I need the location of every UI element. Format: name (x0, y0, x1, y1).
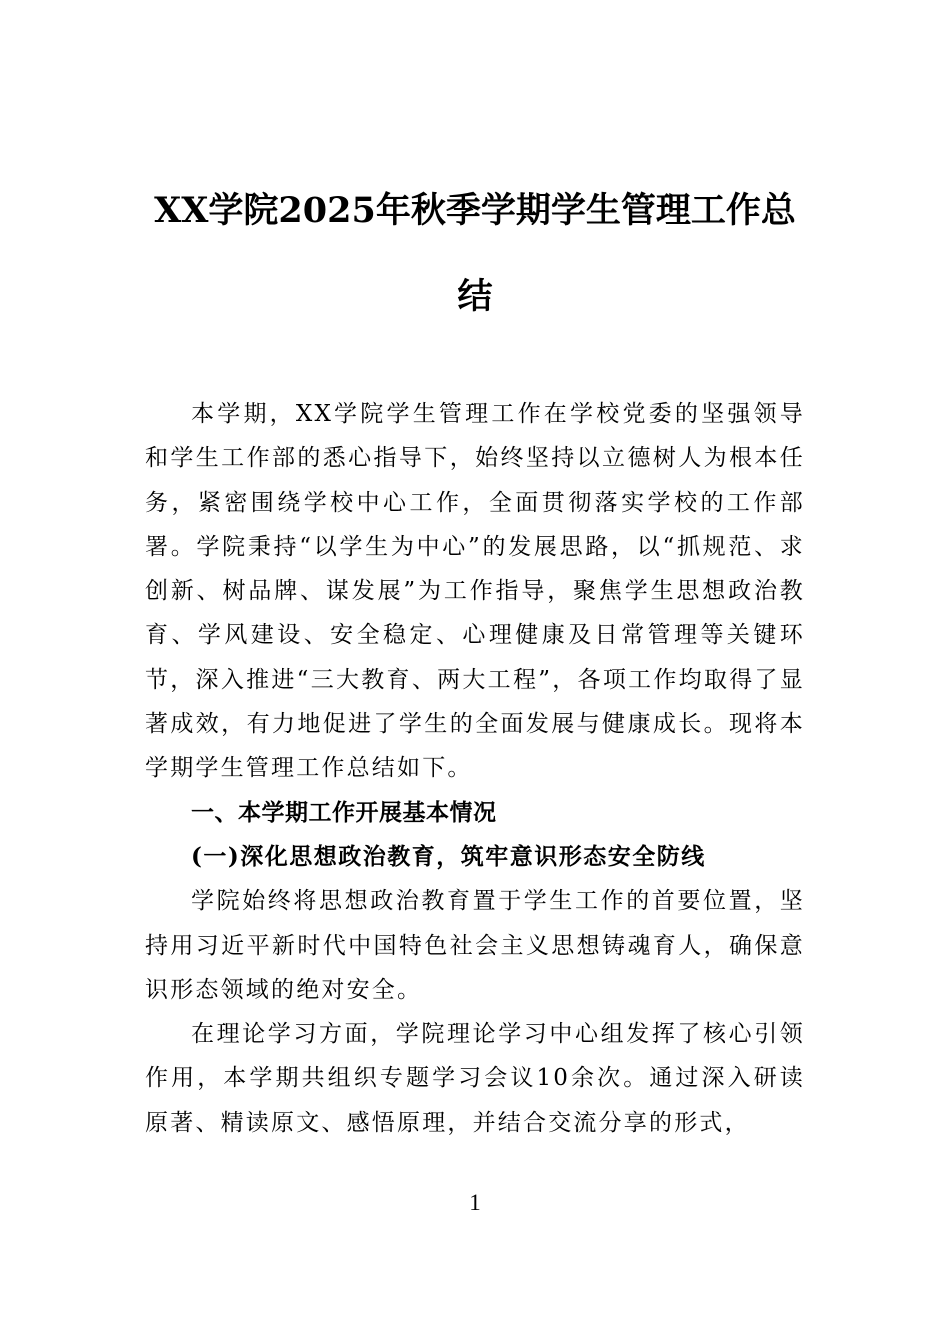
title-line-2: 结 (457, 276, 493, 317)
document-title (145, 168, 805, 340)
paragraph-ideology: 学院始终将思想政治教育置于学生工作的首要位置，坚持用习近平新时代中国特色社会主义思想铸魂育人，确保意识形态领域的绝对安全。 (145, 888, 805, 1003)
document-body (145, 392, 805, 1145)
section-heading: 一、本学期工作开展基本情况 (191, 799, 497, 826)
paragraph-theory-study: 在理论学习方面，学院理论学习中心组发挥了核心引领作用，本学期共组织专题学习会议10余次。通过深入研读原著、精读原文、感悟原理，并结合交流分享的形式， (145, 1021, 805, 1136)
paragraph-intro: 本学期，XX学院学生管理工作在学校党委的坚强领导和学生工作部的悉心指导下，始终坚持以立德树人为根本任务，紧密围绕学校中心工作，全面贯彻落实学校的工作部署。学院秉持“以学生为中心”的发展思路，以“抓规范、求创新、树品牌、谋发展”为工作指导，聚焦学生思想政治教育、学风建设、安全稳定、心理健康及日常管理等关键环节，深入推进“三大教育、两大工程”，各项工作均取得了显著成效，有力地促进了学生的全面发展与健康成长。现将本学期学生管理工作总结如下。 (145, 401, 805, 782)
title-line-1: XX学院2025年秋季学期学生管理工作总 (154, 190, 796, 231)
subsection-heading: (一)深化思想政治教育，筑牢意识形态安全防线 (191, 842, 706, 870)
page-number: 1 (469, 1190, 481, 1215)
